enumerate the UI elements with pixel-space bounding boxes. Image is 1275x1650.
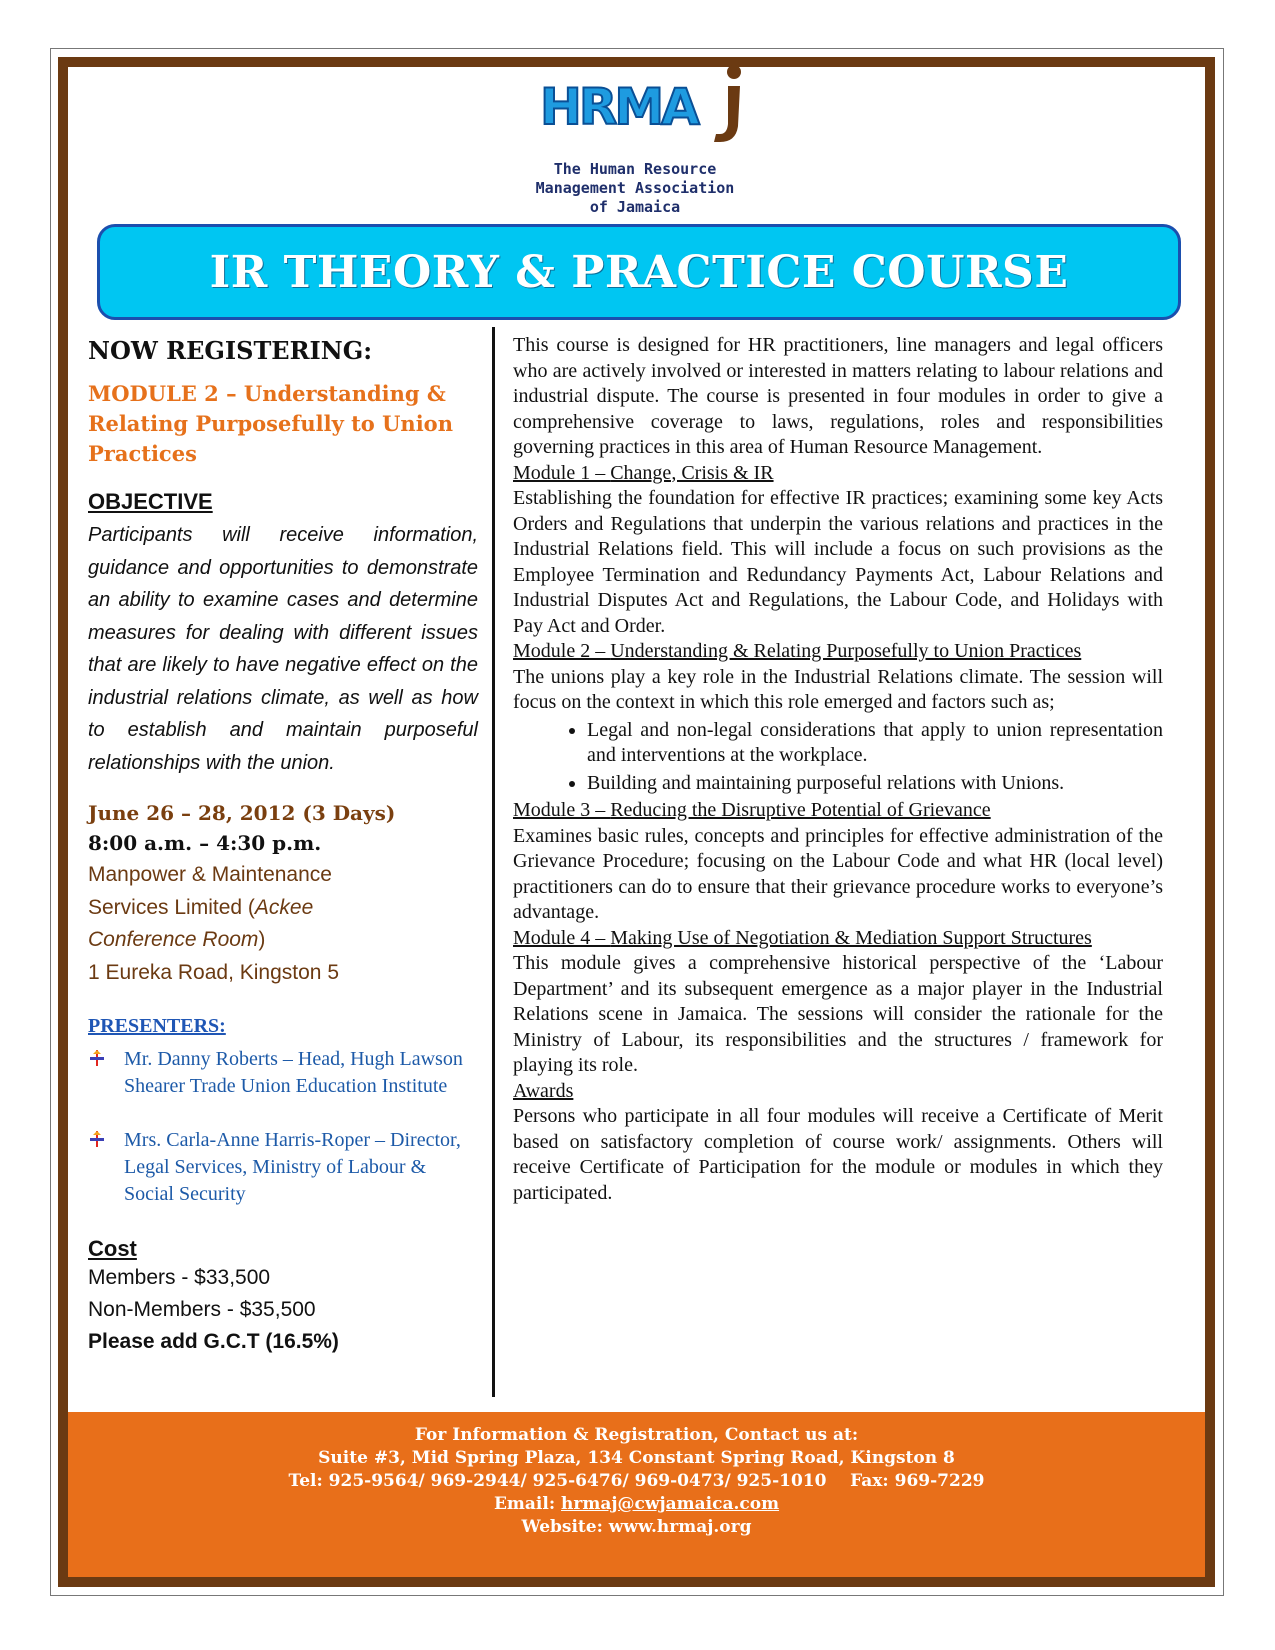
org-name-line-3: of Jamaica xyxy=(589,198,681,216)
arrow-bullet-icon xyxy=(90,1050,104,1066)
module-3-heading xyxy=(513,798,1163,824)
module-2-bullets xyxy=(513,718,1163,797)
presenter-item xyxy=(88,1046,478,1100)
hrmaj-logo xyxy=(540,64,760,144)
presenter-text: Mr. Danny Roberts – Head, Hugh Lawson Shearer Trade Union Education Institute xyxy=(124,1048,463,1097)
module-4-heading xyxy=(513,926,1163,952)
course-title: IR THEORY & PRACTICE COURSE xyxy=(209,246,1069,298)
column-divider xyxy=(492,327,495,1397)
arrow-bullet-icon xyxy=(90,1131,104,1147)
venue-line-1: Manpower & Maintenance xyxy=(88,863,332,886)
email-label: Email: xyxy=(493,1494,562,1514)
venue-line-2 xyxy=(88,892,478,925)
course-venue xyxy=(88,859,478,989)
cost-gct-note: Please add G.C.T (16.5%) xyxy=(88,1330,339,1353)
footer-address: Suite #3, Mid Spring Plaza, 134 Constant Spring Road, Kingston 8 xyxy=(318,1448,955,1468)
module-2-heading xyxy=(513,639,1163,665)
objective-heading: OBJECTIVE xyxy=(88,489,213,514)
footer-website[interactable]: Website: www.hrmaj.org xyxy=(521,1517,752,1537)
module-1-title: Change, Crisis & IR xyxy=(610,461,774,484)
module-2-label: Module 2 – xyxy=(513,640,611,662)
module-4-label: Module 4 – xyxy=(513,926,611,949)
objective-text: Participants will receive information, guidance and opportunities to demonstrate an ability to examine cases and determine measures for dealing with different issues that are likely to have negative effect on the industrial relations climate, as well as how to establish and maintain purposeful relationships with the union. xyxy=(88,524,478,774)
footer-phone: Tel: 925-9564/ 969-2944/ 925-6476/ 969-0473/ 925-1010 Fax: 969-7229 xyxy=(288,1471,985,1491)
module-4-text: This module gives a comprehensive historical perspective of the ‘Labour Department’ and its subsequent emergence as a major player in the Industrial Relations scene in Jamaica. The sessions will consider the rationale for the Ministry of Labour, its responsibilities and the structures / framework for playing its role. xyxy=(513,952,1163,1076)
venue-line-3 xyxy=(88,924,478,957)
cost-non-members: Non-Members - $35,500 xyxy=(88,1298,316,1321)
list-item: • Building and maintaining purposeful relations with Unions. xyxy=(587,771,1163,797)
now-registering-heading: NOW REGISTERING: xyxy=(88,336,373,365)
module-3-label: Module 3 – xyxy=(513,799,611,821)
list-item: • Legal and non-legal considerations that apply to union representation and interventions at the workplace. xyxy=(587,718,1163,769)
course-intro: This course is designed for HR practitioners, line managers and legal officers who are actively involved or interested in matters relating to labour relations and industrial dispute. The course is presented in four modules in order to give a comprehensive coverage to laws, regulations, roles and responsibilities governing practices in this area of Human Resource Management. xyxy=(513,334,1163,458)
module-2-title: Understanding & Relating Purposefully to Union Practices xyxy=(610,640,1082,662)
module-1-label: Module 1 – xyxy=(513,461,611,484)
venue-address: 1 Eureka Road, Kingston 5 xyxy=(88,960,339,984)
venue-line-2a: Services Limited ( xyxy=(88,895,255,919)
contact-footer xyxy=(68,1412,1205,1577)
module-4-title: Making Use of Negotiation & Mediation Support Structures xyxy=(610,926,1092,949)
module-3-text: Examines basic rules, concepts and principles for effective administration of the Grievance Procedure; focusing on the Labour Code and what HR (local level) practitioners can do to ensure that their grievance procedure works to everyone’s advantage. xyxy=(513,824,1163,923)
footer-line-1: For Information & Registration, Contact us at: xyxy=(414,1425,859,1445)
awards-heading xyxy=(513,1079,1163,1105)
cost-members: Members - $33,500 xyxy=(88,1266,271,1289)
left-column xyxy=(88,336,478,1358)
course-dates: June 26 – 28, 2012 (3 Days) xyxy=(88,801,396,825)
awards-text: Persons who participate in all four modules will receive a Certificate of Merit based on satisfactory completion of course work/ assignments. Others will receive Certificate of Participation for the module or modules in which they participated. xyxy=(513,1105,1163,1204)
venue-line-3b: ) xyxy=(258,928,266,951)
module-2-text: The unions play a key role in the Industrial Relations climate. The session will focus on the context in which this role emerged and factors such as; xyxy=(513,665,1163,713)
presenter-item xyxy=(88,1127,478,1208)
awards-heading-text: Awards xyxy=(513,1079,574,1102)
right-column xyxy=(513,333,1163,1206)
organization-name xyxy=(470,160,800,217)
module-1-text: Establishing the foundation for effective IR practices; examining some key Acts Orders and Regulations that underpin the various relations and practices in the Industrial Relations field. This will include a focus on such provisions as the Employee Termination and Redundancy Payments Act, Labour Relations and Industrial Disputes Act and Regulations, the Labour Code, and Holidays with Pay Act and Order. xyxy=(513,487,1163,637)
email-link[interactable]: hrmaj@cwjamaica.com xyxy=(561,1494,780,1514)
course-title-banner xyxy=(97,224,1181,320)
presenters-heading: PRESENTERS: xyxy=(88,1015,226,1037)
course-time: 8:00 a.m. – 4:30 p.m. xyxy=(88,831,322,855)
venue-line-2b: Ackee xyxy=(254,895,314,919)
cost-heading: Cost xyxy=(88,1236,137,1261)
presenter-text: Mrs. Carla-Anne Harris-Roper – Director, Legal Services, Ministry of Labour & Social Security xyxy=(124,1129,461,1205)
module-1-heading xyxy=(513,461,1163,487)
logo-text: HRMA xyxy=(540,78,697,136)
venue-line-3a: Conference Room xyxy=(88,928,259,951)
org-name-line-1: The Human Resource xyxy=(553,160,717,178)
module-heading: MODULE 2 – Understanding & Relating Purposefully to Union Practices xyxy=(88,381,453,466)
org-name-line-2: Management Association xyxy=(535,179,735,197)
module-3-title: Reducing the Disruptive Potential of Grievance xyxy=(610,799,991,821)
logo-j-mark-icon xyxy=(710,64,748,144)
footer-email xyxy=(68,1493,1205,1516)
